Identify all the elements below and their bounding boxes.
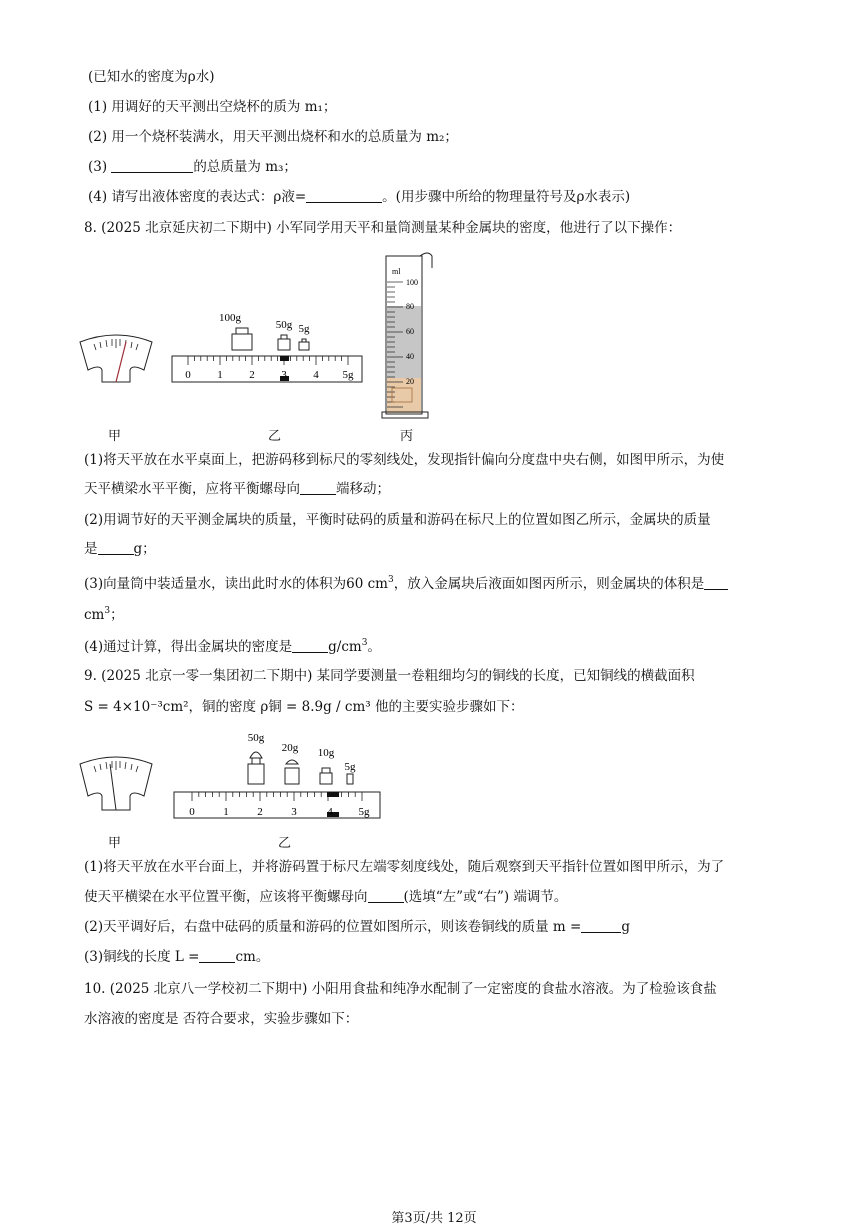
- answer-blank[interactable]: [581, 920, 621, 933]
- balance-dial-figure: [76, 330, 156, 385]
- q9-p3: (3)铜线的长度 L = cm。: [84, 949, 270, 965]
- cylinder-tick-label: 40: [406, 352, 414, 361]
- answer-blank[interactable]: [306, 190, 382, 203]
- weight-label: 5g: [344, 761, 356, 773]
- fig-jia-label: 甲: [108, 429, 122, 444]
- scale-tick-label: 3: [281, 369, 287, 381]
- answer-blank[interactable]: [704, 577, 728, 590]
- q7-step3: (3) 的总质量为 m₃；: [88, 159, 297, 175]
- q9-p1b: 使天平横梁在水平位置平衡，应该将平衡螺母向 (选填“左”或“右”) 端调节。: [84, 889, 568, 905]
- q8-p2b: 是 g；: [84, 541, 156, 557]
- answer-blank[interactable]: [300, 482, 336, 495]
- weights-and-scale-figure: [170, 728, 382, 822]
- q8-p1b: 天平横梁水平平衡，应将平衡螺母向 端移动；: [84, 481, 390, 497]
- answer-blank[interactable]: [111, 160, 193, 173]
- q8-title: 8. (2025 北京延庆初二下期中) 小军同学用天平和量筒测量某种金属块的密度，他进行了以下操作：: [84, 220, 682, 236]
- q7-step4: (4) 请写出液体密度的表达式：ρ液= 。(用步骤中所给的物理量符号及ρ水表示): [88, 189, 631, 205]
- q8-p3b: $cm^3$；: [84, 606, 124, 623]
- page-footer: 第3页/共 12页: [391, 1211, 477, 1226]
- scale-tick-label: 3: [291, 806, 297, 818]
- weights-and-scale-figure: [168, 308, 368, 388]
- scale-tick-label: 1: [223, 806, 229, 818]
- q7-step2: (2) 用一个烧杯装满水，用天平测出烧杯和水的总质量为 m₂；: [88, 129, 458, 145]
- scale-tick-label: 1: [217, 369, 223, 381]
- scale-tick-label: 5g: [358, 806, 370, 818]
- scale-tick-label: 2: [249, 369, 255, 381]
- cylinder-tick-label: 20: [406, 377, 414, 386]
- q9-p2: (2)天平调好后，右盘中砝码的质量和游码的位置如图所示，则该卷铜线的质量 m = g: [84, 919, 630, 935]
- q9-p1a: (1)将天平放在水平台面上，并将游码置于标尺左端零刻度线处，随后观察到天平指针位置如图甲所示，为了: [84, 859, 725, 875]
- fig-yi-label: 乙: [278, 836, 292, 851]
- weight-label: 20g: [281, 742, 299, 754]
- weight-label: 10g: [317, 747, 335, 759]
- fig-bing-label: 丙: [400, 429, 414, 444]
- weight-label: 50g: [247, 732, 265, 744]
- fig-jia-label: 甲: [108, 836, 122, 851]
- scale-tick-label: 4: [327, 806, 333, 818]
- q10-line1: 10. (2025 北京八一学校初二下期中) 小阳用食盐和纯净水配制了一定密度的食盐水溶液。为了检验该食盐: [84, 981, 717, 997]
- fig-yi-label: 乙: [268, 429, 282, 444]
- q8-p1a: (1)将天平放在水平桌面上，把游码移到标尺的零刻线处，发现指针偏向分度盘中央右侧，如图甲所示，为使: [84, 452, 725, 468]
- weight-label: 100g: [219, 312, 241, 324]
- scale-tick-label: 0: [189, 806, 195, 818]
- scale-tick-label: 4: [313, 369, 319, 381]
- q9-title: 9. (2025 北京一零一集团初二下期中) 某同学要测量一卷粗细均匀的铜线的长度，已知铜线的横截面积: [84, 668, 695, 684]
- cylinder-tick-label: 100: [406, 278, 418, 287]
- answer-blank[interactable]: [199, 950, 235, 963]
- scale-tick-label: 0: [185, 369, 191, 381]
- answer-blank[interactable]: [368, 890, 404, 903]
- cylinder-unit: ml: [392, 267, 401, 276]
- weight-label: 50g: [275, 319, 293, 331]
- scale-tick-label: 2: [257, 806, 263, 818]
- answer-blank[interactable]: [292, 640, 328, 653]
- q8-p2a: (2)用调节好的天平测金属块的质量，平衡时砝码的质量和游码在标尺上的位置如图乙所示，金属块的质量: [84, 512, 711, 528]
- answer-blank[interactable]: [98, 542, 134, 555]
- graduated-cylinder-figure: [376, 248, 440, 420]
- weight-label: 5g: [298, 323, 310, 335]
- balance-dial-figure: [76, 752, 156, 814]
- q7-step1: (1) 用调好的天平测出空烧杯的质为 m₁；: [88, 99, 337, 115]
- q7-note: (已知水的密度为ρ水): [88, 69, 215, 85]
- q8-p4: (4)通过计算，得出金属块的密度是 $g/cm^3$。: [84, 638, 381, 655]
- q10-line2: 水溶液的密度是 否符合要求，实验步骤如下：: [84, 1011, 359, 1027]
- cylinder-tick-label: 60: [406, 327, 414, 336]
- q9-formula: S = 4×10⁻³cm²，铜的密度 ρ铜 = 8.9g / cm³ 他的主要实验步骤如下：: [84, 699, 524, 715]
- cylinder-tick-label: 80: [406, 302, 414, 311]
- q8-p3a: (3)向量筒中装适量水，读出此时水的体积为60 $cm^3$，放入金属块后液面如图丙所示，则金属块的体积是: [84, 571, 728, 593]
- scale-tick-label: 5g: [342, 369, 354, 381]
